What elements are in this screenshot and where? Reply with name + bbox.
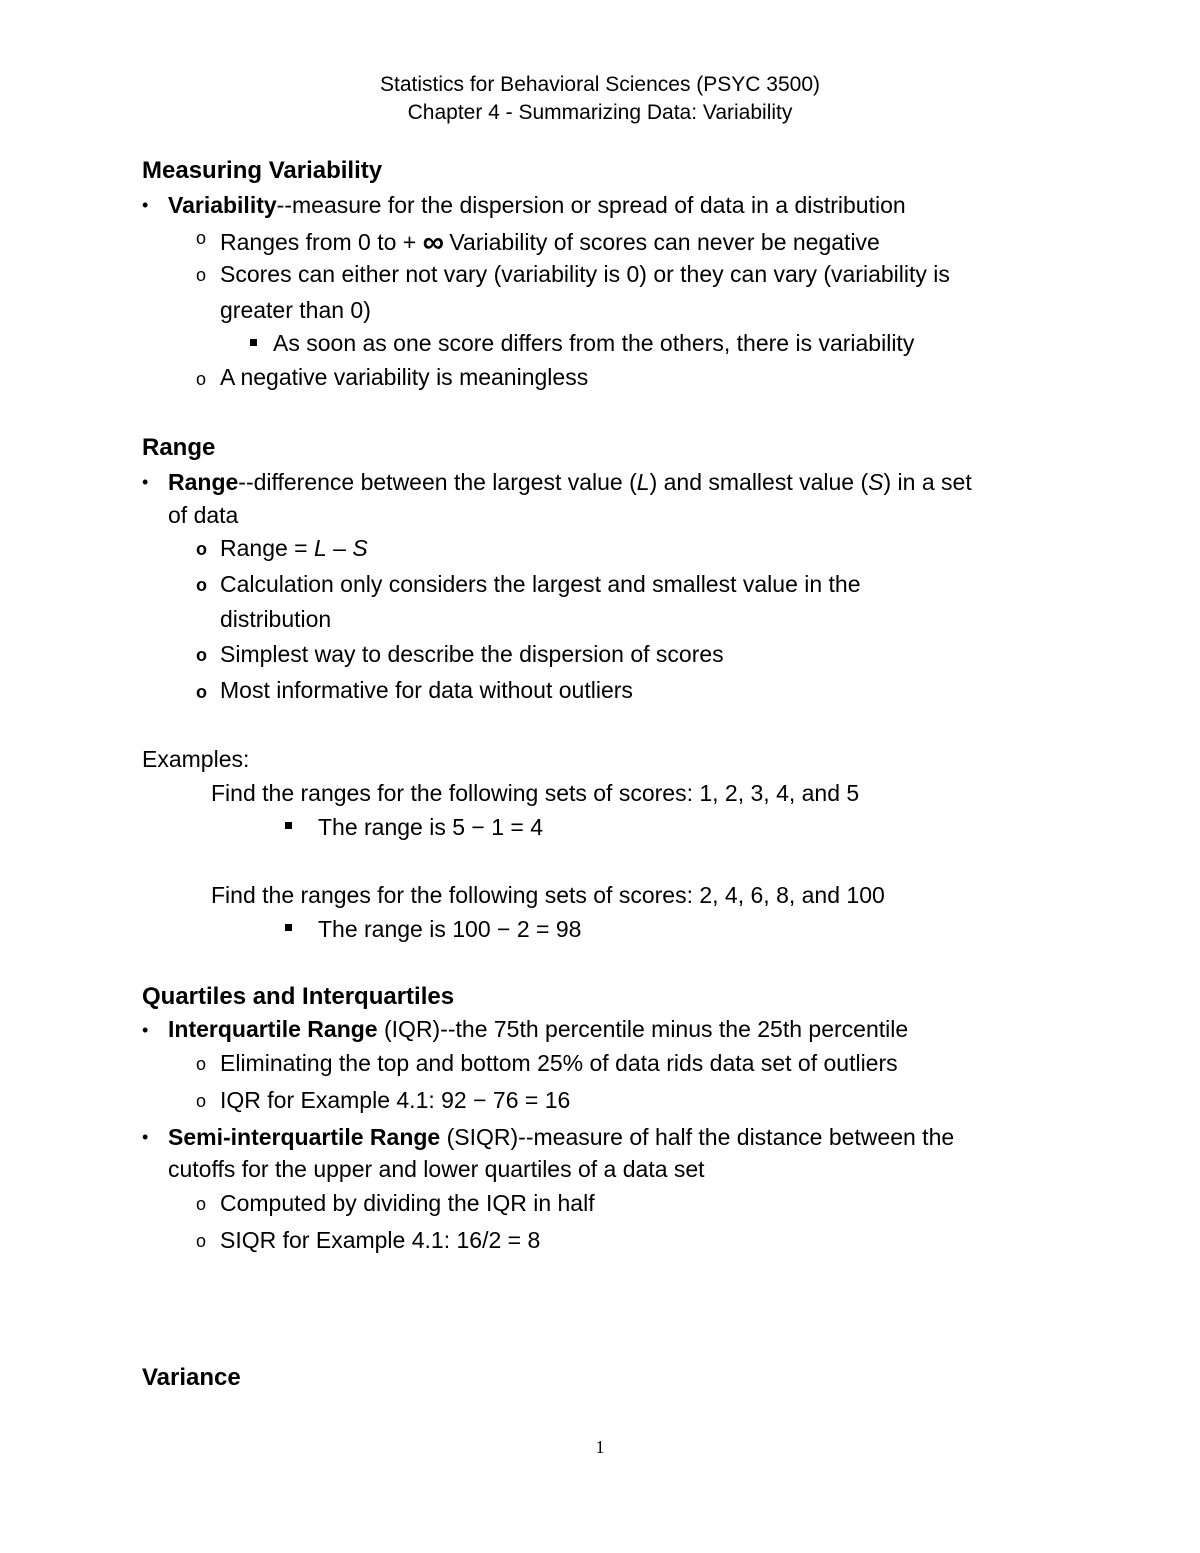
- simplest-way: Simplest way to describe the dispersion of scores: [220, 641, 724, 667]
- bullet-square: [250, 339, 257, 346]
- bullet-dot: •: [142, 1127, 149, 1147]
- bullet-o: o: [196, 682, 207, 702]
- bullet-o: o: [196, 539, 207, 559]
- siqr-computed: Computed by dividing the IQR in half: [220, 1190, 595, 1216]
- example-question-2: Find the ranges for the following sets of scores: 2, 4, 6, 8, and 100: [211, 882, 885, 908]
- bullet-square: [285, 822, 292, 829]
- calculation-line2: distribution: [220, 606, 332, 632]
- bullet-o: o: [196, 1091, 207, 1111]
- page-number: 1: [595, 1437, 605, 1457]
- bullet-o: o: [196, 369, 207, 389]
- range-definition-line1: Range--difference between the largest value (L) and smallest value (S) in a set: [168, 469, 972, 495]
- scores-vary-line1: Scores can either not vary (variability is 0) or they can vary (variability is: [220, 261, 950, 287]
- siqr-definition-line1: Semi-interquartile Range (SIQR)--measure of half the distance between the: [168, 1124, 955, 1150]
- course-title: Statistics for Behavioral Sciences (PSYC 3500): [379, 73, 821, 96]
- bullet-o: o: [196, 1231, 207, 1251]
- term-variability: Variability: [168, 192, 277, 218]
- iqr-example: IQR for Example 4.1: 92 − 76 = 16: [220, 1087, 571, 1113]
- example-answer-2: The range is 100 − 2 = 98: [318, 916, 582, 942]
- term-siqr: Semi-interquartile Range: [168, 1124, 441, 1150]
- range-of-variability: Ranges from 0 to + ∞ Variability of scores can never be negative: [220, 226, 880, 259]
- most-informative: Most informative for data without outliers: [220, 677, 633, 703]
- bullet-o: o: [196, 1194, 207, 1214]
- bullet-o: o: [196, 1054, 207, 1074]
- infinity-symbol: ∞: [422, 226, 444, 259]
- examples-label: Examples:: [142, 746, 250, 772]
- iqr-eliminating: Eliminating the top and bottom 25% of data rids data set of outliers: [220, 1050, 898, 1076]
- bullet-dot: •: [142, 1020, 149, 1040]
- term-range: Range: [168, 469, 239, 495]
- section-heading-measuring: Measuring Variability: [142, 157, 383, 184]
- term-iqr: Interquartile Range: [168, 1016, 378, 1042]
- chapter-title: Chapter 4 - Summarizing Data: Variability: [407, 101, 793, 124]
- bullet-o: o: [196, 228, 207, 248]
- example-answer-1: The range is 5 − 1 = 4: [318, 814, 544, 840]
- negative-variability: A negative variability is meaningless: [220, 364, 589, 390]
- bullet-o: o: [196, 265, 207, 285]
- range-definition-line2: of data: [168, 502, 239, 528]
- one-score-differs: As soon as one score differs from the others, there is variability: [273, 330, 915, 356]
- bullet-o: o: [196, 645, 207, 665]
- bullet-dot: •: [142, 195, 149, 215]
- section-heading-variance: Variance: [142, 1364, 241, 1391]
- bullet-square: [285, 924, 292, 931]
- example-question-1: Find the ranges for the following sets of scores: 1, 2, 3, 4, and 5: [211, 780, 860, 806]
- calculation-line1: Calculation only considers the largest and smallest value in the: [220, 571, 861, 597]
- siqr-definition-line2: cutoffs for the upper and lower quartiles of a data set: [168, 1156, 705, 1182]
- range-formula: Range = L – S: [220, 535, 368, 561]
- bullet-dot: •: [142, 472, 149, 492]
- scores-vary-line2: greater than 0): [220, 297, 371, 323]
- section-heading-quartiles: Quartiles and Interquartiles: [142, 983, 455, 1010]
- iqr-definition: Interquartile Range (IQR)--the 75th percentile minus the 25th percentile: [168, 1016, 909, 1042]
- siqr-example: SIQR for Example 4.1: 16/2 = 8: [220, 1227, 541, 1253]
- bullet-o: o: [196, 575, 207, 595]
- section-heading-range: Range: [142, 434, 216, 461]
- variability-definition: Variability--measure for the dispersion or spread of data in a distribution: [168, 192, 906, 218]
